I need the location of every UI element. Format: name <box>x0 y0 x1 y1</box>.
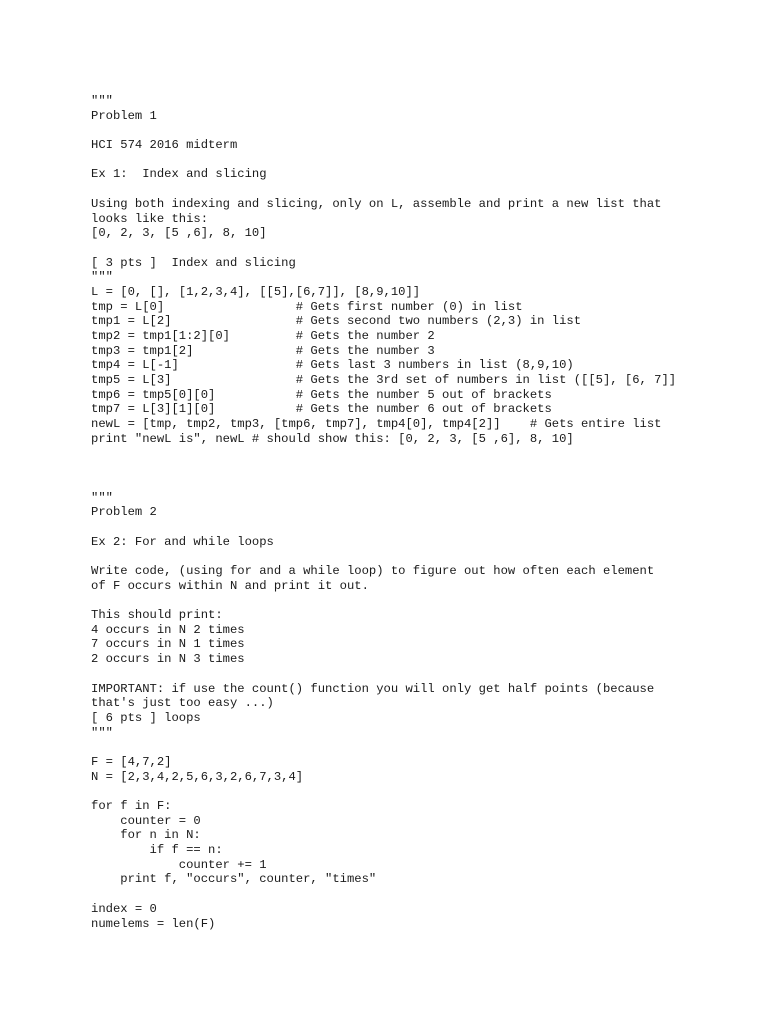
code-line: Ex 1: Index and slicing <box>91 167 267 182</box>
code-line: This should print: <box>91 608 223 623</box>
code-line <box>91 447 676 462</box>
code-line <box>91 476 676 491</box>
code-line: Using both indexing and slicing, only on L, assemble and print a new list that <box>91 196 662 211</box>
code-line: """ <box>91 490 113 505</box>
code-line: """ <box>91 94 113 108</box>
code-line: 7 occurs in N 1 times <box>91 637 245 652</box>
code-line: looks like this: <box>91 211 209 226</box>
code-line: IMPORTANT: if use the count() function you will only get half points (because <box>91 681 655 696</box>
code-line: tmp6 = tmp5[0][0] # Gets the number 5 out of brackets <box>91 387 552 402</box>
code-line: Ex 2: For and while loops <box>91 534 274 549</box>
code-line: tmp4 = L[-1] # Gets last 3 numbers in list (8,9,10) <box>91 358 574 373</box>
code-line: """ <box>91 725 113 740</box>
code-line: N = [2,3,4,2,5,6,3,2,6,7,3,4] <box>91 769 304 784</box>
code-line: """ <box>91 270 113 285</box>
code-line <box>91 931 676 946</box>
code-line: tmp1 = L[2] # Gets second two numbers (2,3) in list <box>91 314 582 329</box>
code-line: index = 0 <box>91 901 157 916</box>
code-line: tmp = L[0] # Gets first number (0) in list <box>91 299 523 314</box>
code-line <box>91 740 676 755</box>
code-line <box>91 182 676 197</box>
code-line: of F occurs within N and print it out. <box>91 578 369 593</box>
code-line: newL = [tmp, tmp2, tmp3, [tmp6, tmp7], tmp4[0], tmp4[2]] # Gets entire list <box>91 417 662 432</box>
code-line: F = [4,7,2] <box>91 754 172 769</box>
code-line <box>91 520 676 535</box>
code-line <box>91 461 676 476</box>
code-line: HCI 574 2016 midterm <box>91 138 238 153</box>
code-line: that's just too easy ...) <box>91 696 274 711</box>
code-line: if f == n: <box>91 843 223 858</box>
code-line: print "newL is", newL # should show this: [0, 2, 3, [5 ,6], 8, 10] <box>91 431 574 446</box>
code-line <box>91 241 676 256</box>
code-line: print f, "occurs", counter, "times" <box>91 872 377 887</box>
code-line: [ 6 pts ] loops <box>91 710 201 725</box>
code-line <box>91 887 676 902</box>
code-line: tmp5 = L[3] # Gets the 3rd set of numbers in list ([[5], [6, 7]] <box>91 373 677 388</box>
code-line: Problem 1 <box>91 108 157 123</box>
code-line: 2 occurs in N 3 times <box>91 652 245 667</box>
code-line: for n in N: <box>91 828 201 843</box>
code-line: 4 occurs in N 2 times <box>91 622 245 637</box>
code-line: for f in F: <box>91 799 172 813</box>
code-line: [ 3 pts ] Index and slicing <box>91 255 296 270</box>
code-line <box>91 593 676 608</box>
code-line <box>91 153 676 168</box>
code-line: Write code, (using for and a while loop) to figure out how often each element <box>91 564 655 578</box>
code-line <box>91 549 676 564</box>
code-text-block <box>91 94 676 975</box>
code-line: tmp7 = L[3][1][0] # Gets the number 6 out of brackets <box>91 402 552 417</box>
code-line: L = [0, [], [1,2,3,4], [[5],[6,7]], [8,9,10]] <box>91 284 421 299</box>
code-line <box>91 667 676 682</box>
code-line: counter += 1 <box>91 857 267 872</box>
code-line: tmp3 = tmp1[2] # Gets the number 3 <box>91 343 435 358</box>
code-line: [0, 2, 3, [5 ,6], 8, 10] <box>91 226 267 241</box>
code-line: tmp2 = tmp1[1:2][0] # Gets the number 2 <box>91 329 435 343</box>
code-line: Problem 2 <box>91 505 157 520</box>
code-line: numelems = len(F) <box>91 916 216 931</box>
code-line <box>91 784 676 799</box>
code-line: counter = 0 <box>91 813 201 828</box>
code-line <box>91 123 676 138</box>
